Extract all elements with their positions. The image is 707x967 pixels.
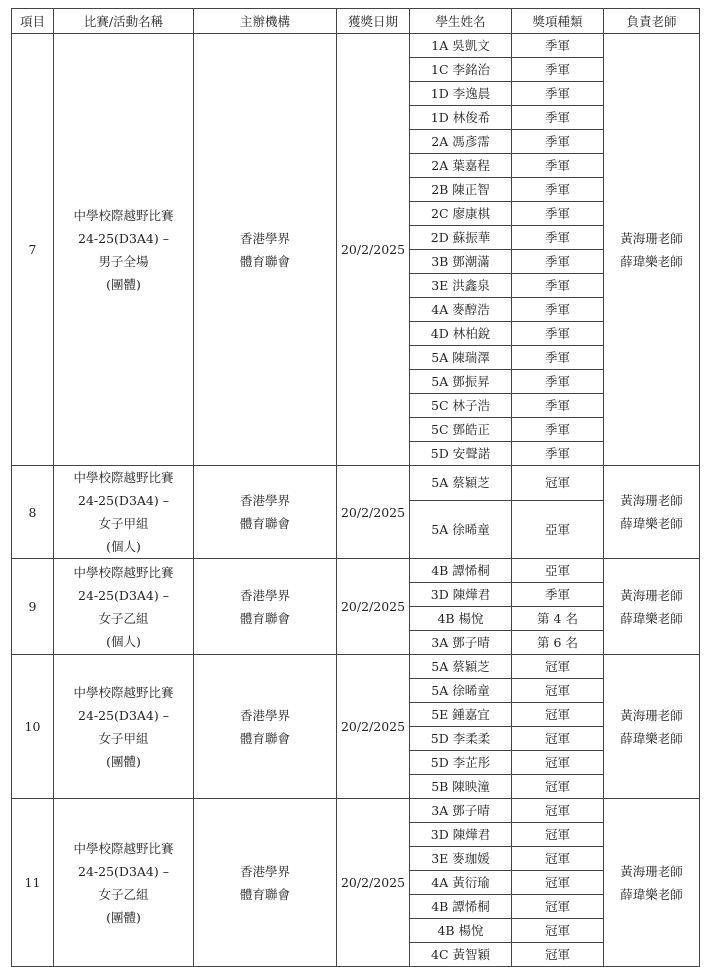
event-name-line: (團體)	[106, 276, 141, 292]
student-name: 5A 徐晞童	[410, 679, 512, 703]
award-type: 亞軍	[512, 500, 604, 558]
event-name-line: 中學校際越野比賽	[73, 564, 174, 580]
student-name: 5D 安聲諾	[410, 442, 512, 466]
award-type: 季軍	[512, 298, 604, 322]
student-name: 4A 麥醇浩	[410, 298, 512, 322]
organizer	[194, 466, 337, 559]
event-name-line: 24-25(D3A4) –	[78, 493, 169, 508]
header-award-date: 獲獎日期	[337, 9, 410, 34]
student-name: 5A 蔡穎芝	[410, 655, 512, 679]
item-number: 7	[12, 34, 54, 466]
event-name-line: 女子甲組	[98, 516, 149, 531]
award-type: 冠軍	[512, 775, 604, 799]
header-teacher: 負責老師	[604, 9, 700, 34]
teacher-line: 黃海珊老師	[620, 493, 683, 508]
award-type: 季軍	[512, 58, 604, 82]
event-name	[54, 34, 194, 466]
student-name: 1C 李銘治	[410, 58, 512, 82]
teacher-line: 黃海珊老師	[620, 587, 683, 603]
event-name-line: 中學校際越野比賽	[73, 684, 174, 700]
organizer-line: 體育聯會	[239, 886, 290, 902]
award-type: 冠軍	[512, 871, 604, 895]
teacher-line: 薛瑋樂老師	[620, 253, 683, 269]
award-type: 季軍	[512, 154, 604, 178]
student-name: 5A 徐晞童	[410, 500, 512, 558]
student-name: 5A 蔡穎芝	[410, 466, 512, 501]
student-name: 3A 鄧子晴	[410, 631, 512, 655]
item-number: 8	[12, 466, 54, 559]
header-organizer: 主辦機構	[194, 9, 337, 34]
award-type: 季軍	[512, 322, 604, 346]
teacher	[604, 34, 700, 466]
teacher	[604, 559, 700, 655]
award-type: 季軍	[512, 418, 604, 442]
award-date: 20/2/2025	[337, 655, 410, 799]
student-name: 5C 鄧皓正	[410, 418, 512, 442]
event-name	[54, 466, 194, 559]
organizer-line: 香港學界	[239, 230, 290, 246]
student-name: 5E 鍾嘉宜	[410, 703, 512, 727]
item-number: 11	[12, 799, 54, 967]
award-type: 冠軍	[512, 847, 604, 871]
student-name: 4B 譚悕桐	[410, 895, 512, 919]
award-type: 季軍	[512, 130, 604, 154]
award-type: 季軍	[512, 178, 604, 202]
award-type: 冠軍	[512, 727, 604, 751]
award-date: 20/2/2025	[337, 34, 410, 466]
organizer-line: 香港學界	[239, 707, 290, 723]
teacher-line: 薛瑋樂老師	[620, 886, 683, 902]
student-name: 3A 鄧子晴	[410, 799, 512, 823]
student-name: 2A 馮彥霈	[410, 130, 512, 154]
award-type: 冠軍	[512, 943, 604, 967]
award-type: 季軍	[512, 106, 604, 130]
award-type: 冠軍	[512, 919, 604, 943]
organizer-line: 香港學界	[239, 493, 290, 508]
organizer	[194, 799, 337, 967]
award-type: 季軍	[512, 34, 604, 58]
award-type: 冠軍	[512, 679, 604, 703]
student-name: 5A 陳瑞澤	[410, 346, 512, 370]
teacher-line: 黃海珊老師	[620, 863, 683, 879]
event-name-line: 24-25(D3A4) –	[78, 707, 169, 723]
header-item-no: 項目	[12, 9, 54, 34]
header-award-type: 獎項種類	[512, 9, 604, 34]
event-name-line: 中學校際越野比賽	[73, 840, 174, 856]
event-name-line: 女子乙組	[98, 610, 149, 626]
organizer-line: 體育聯會	[239, 610, 290, 626]
event-name-line: (團體)	[106, 753, 141, 769]
teacher-line: 黃海珊老師	[620, 230, 683, 246]
awards-table-body	[12, 34, 700, 967]
award-type: 季軍	[512, 82, 604, 106]
teacher	[604, 799, 700, 967]
student-name: 4A 黃衍瑜	[410, 871, 512, 895]
award-type: 季軍	[512, 583, 604, 607]
organizer-line: 香港學界	[239, 587, 290, 603]
award-type: 季軍	[512, 370, 604, 394]
award-type: 冠軍	[512, 895, 604, 919]
award-date: 20/2/2025	[337, 466, 410, 559]
student-name: 5C 林子浩	[410, 394, 512, 418]
teacher	[604, 466, 700, 559]
awards-table	[11, 8, 700, 967]
student-name: 5D 李柔柔	[410, 727, 512, 751]
student-name: 1D 李逸晨	[410, 82, 512, 106]
student-name: 4D 林柏銳	[410, 322, 512, 346]
award-date: 20/2/2025	[337, 559, 410, 655]
student-name: 1D 林俊希	[410, 106, 512, 130]
item-number: 10	[12, 655, 54, 799]
table-row	[12, 34, 700, 58]
organizer-line: 香港學界	[239, 863, 290, 879]
award-type: 第 6 名	[512, 631, 604, 655]
award-type: 季軍	[512, 274, 604, 298]
table-row	[12, 799, 700, 823]
award-type: 季軍	[512, 346, 604, 370]
award-type: 季軍	[512, 442, 604, 466]
event-name-line: 中學校際越野比賽	[73, 207, 174, 223]
student-name: 5A 鄧振昇	[410, 370, 512, 394]
student-name: 4B 楊悅	[410, 607, 512, 631]
award-type: 冠軍	[512, 751, 604, 775]
teacher-line: 薛瑋樂老師	[620, 610, 683, 626]
award-type: 季軍	[512, 250, 604, 274]
teacher	[604, 655, 700, 799]
award-date: 20/2/2025	[337, 799, 410, 967]
award-type: 季軍	[512, 394, 604, 418]
student-name: 3B 鄧潮滿	[410, 250, 512, 274]
organizer-line: 體育聯會	[239, 253, 290, 269]
event-name-line: (個人)	[106, 633, 141, 649]
event-name	[54, 559, 194, 655]
organizer	[194, 655, 337, 799]
student-name: 3E 洪鑫泉	[410, 274, 512, 298]
event-name	[54, 799, 194, 967]
student-name: 2A 葉嘉程	[410, 154, 512, 178]
student-name: 4C 黃智穎	[410, 943, 512, 967]
teacher-line: 薛瑋樂老師	[620, 516, 683, 531]
organizer-line: 體育聯會	[239, 730, 290, 746]
event-name-line: (團體)	[106, 909, 141, 925]
award-type: 冠軍	[512, 655, 604, 679]
event-name-line: 24-25(D3A4) –	[78, 863, 169, 879]
event-name-line: 中學校際越野比賽	[73, 470, 174, 485]
event-name	[54, 655, 194, 799]
event-name-line: 男子全場	[98, 253, 149, 269]
event-name-line: 24-25(D3A4) –	[78, 587, 169, 603]
student-name: 2B 陳正智	[410, 178, 512, 202]
table-row	[12, 559, 700, 583]
item-number: 9	[12, 559, 54, 655]
award-type: 第 4 名	[512, 607, 604, 631]
student-name: 2C 廖康棋	[410, 202, 512, 226]
teacher-line: 黃海珊老師	[620, 707, 683, 723]
student-name: 4B 譚悕桐	[410, 559, 512, 583]
student-name: 3D 陳燁君	[410, 823, 512, 847]
organizer	[194, 34, 337, 466]
header-event-name: 比賽/活動名稱	[54, 9, 194, 34]
organizer	[194, 559, 337, 655]
student-name: 2D 蘇振華	[410, 226, 512, 250]
student-name: 3D 陳燁君	[410, 583, 512, 607]
header-student-name: 學生姓名	[410, 9, 512, 34]
award-type: 冠軍	[512, 799, 604, 823]
event-name-line: 女子甲組	[98, 730, 149, 746]
event-name-line: (個人)	[106, 539, 141, 554]
student-name: 1A 吳凱文	[410, 34, 512, 58]
award-type: 季軍	[512, 226, 604, 250]
event-name-line: 女子乙組	[98, 886, 149, 902]
student-name: 5D 李芷彤	[410, 751, 512, 775]
award-type: 亞軍	[512, 559, 604, 583]
award-type: 季軍	[512, 202, 604, 226]
award-type: 冠軍	[512, 703, 604, 727]
award-type: 冠軍	[512, 466, 604, 501]
table-row	[12, 655, 700, 679]
student-name: 5B 陳映潼	[410, 775, 512, 799]
event-name-line: 24-25(D3A4) –	[78, 230, 169, 246]
award-type: 冠軍	[512, 823, 604, 847]
student-name: 3E 麥珈媛	[410, 847, 512, 871]
student-name: 4B 楊悅	[410, 919, 512, 943]
table-row	[12, 466, 700, 501]
teacher-line: 薛瑋樂老師	[620, 730, 683, 746]
header-row	[12, 9, 700, 34]
organizer-line: 體育聯會	[239, 516, 290, 531]
